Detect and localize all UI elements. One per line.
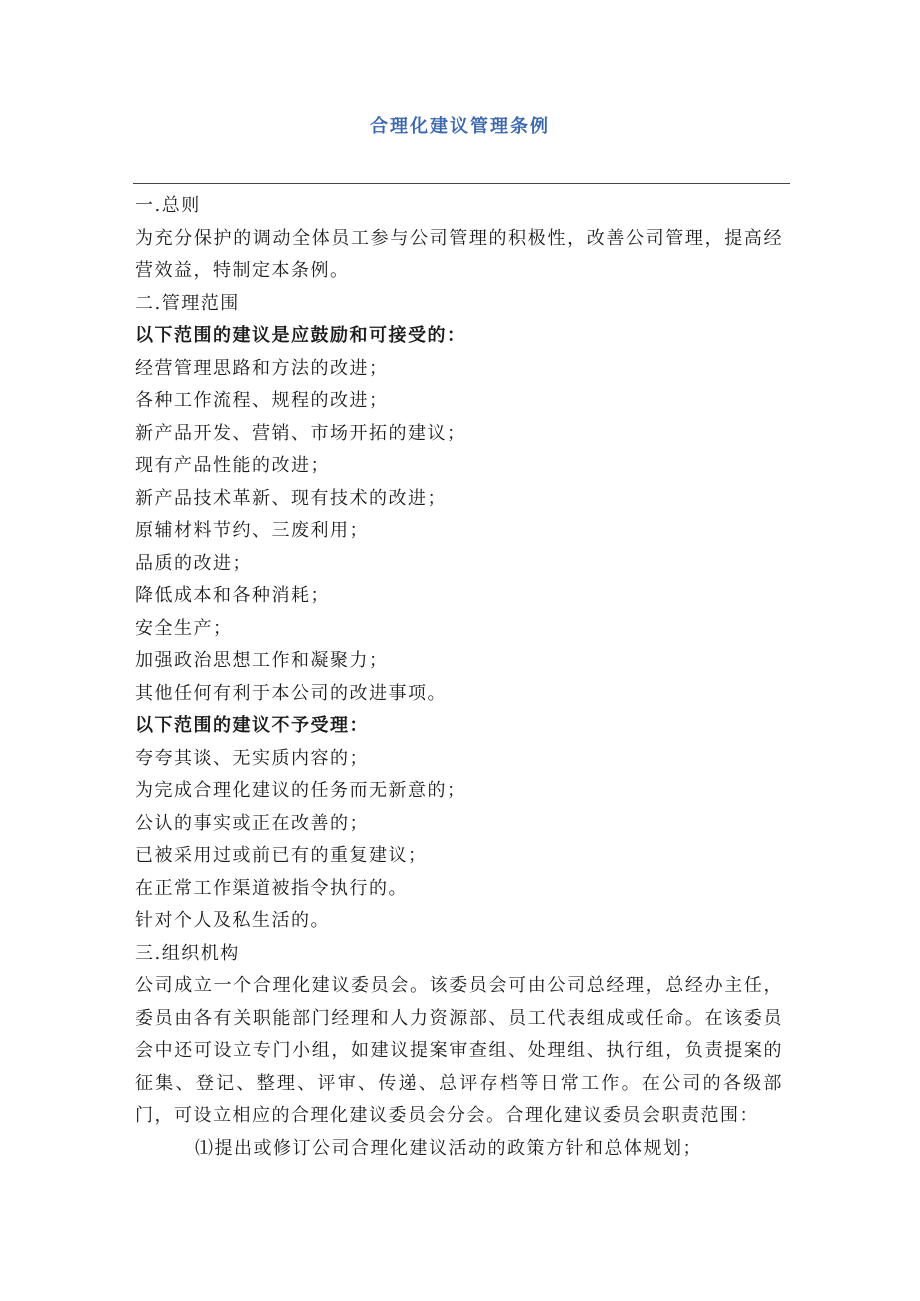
header-divider	[133, 183, 790, 184]
list-item: 品质的改进；	[135, 552, 252, 574]
section-heading-general: 一.总则	[135, 195, 201, 216]
document-body	[135, 190, 783, 1165]
list-item: 针对个人及私生活的。	[135, 910, 330, 931]
org-paragraph: 公司成立一个合理化建议委员会。该委员会可由公司总经理，总经办主任，委员由各有关职能部门经理和人力资源部、员工代表组成或任命。在该委员会中还可设立专门小组，如建议提案审查组、处理组、执行组，负责提案的征集、登记、整理、评审、传递、总评存档等日常工作。在公司的各级部门，可设立相应的合理化建议委员会分会。合理化建议委员会职责范围：	[135, 975, 783, 1126]
list-item: 已被采用过或前已有的重复建议；	[135, 845, 428, 866]
list-item: 原辅材料节约、三废利用；	[135, 520, 369, 541]
list-item: 公认的事实或正在改善的；	[135, 812, 369, 834]
section-heading-org: 三.组织机构	[135, 942, 240, 964]
list-item: 为完成合理化建议的任务而无新意的；	[135, 780, 467, 801]
section-heading-scope: 二.管理范围	[135, 292, 240, 314]
list-item: 其他任何有利于本公司的改进事项。	[135, 682, 447, 704]
list-item: 加强政治思想工作和凝聚力；	[135, 650, 389, 671]
list-item: 新产品开发、营销、市场开拓的建议；	[135, 422, 467, 444]
list-item: 安全生产；	[135, 617, 233, 639]
list-item: 在正常工作渠道被指令执行的。	[135, 877, 408, 899]
document-title: 合理化建议管理条例	[370, 116, 550, 137]
rejected-heading: 以下范围的建议不予受理：	[135, 715, 369, 736]
list-item: 降低成本和各种消耗；	[135, 585, 330, 606]
list-item: 现有产品性能的改进；	[135, 455, 330, 476]
list-item: 各种工作流程、规程的改进；	[135, 390, 389, 411]
list-item: 经营管理思路和方法的改进；	[135, 357, 389, 379]
list-item: 新产品技术革新、现有技术的改进；	[135, 487, 447, 509]
general-paragraph: 为充分保护的调动全体员工参与公司管理的积极性，改善公司管理，提高经营效益，特制定本条例。	[135, 227, 783, 281]
encouraged-heading: 以下范围的建议是应鼓励和可接受的：	[135, 325, 467, 346]
duty-item: ⑴提出或修订公司合理化建议活动的政策方针和总体规划；	[195, 1137, 702, 1159]
list-item: 夸夸其谈、无实质内容的；	[135, 747, 369, 769]
